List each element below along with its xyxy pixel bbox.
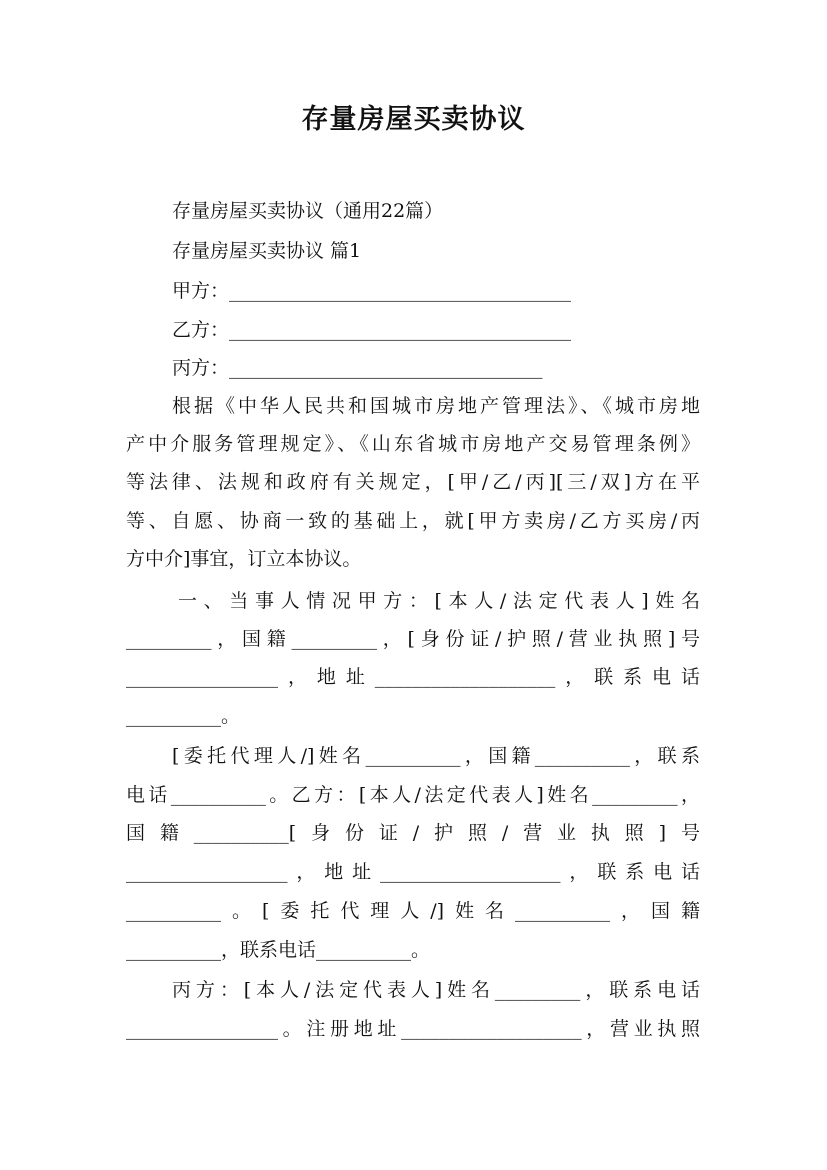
paragraph-line: 国籍__________[身份证/护照/营业执照]号 bbox=[126, 822, 700, 844]
document-title: 存量房屋买卖协议 bbox=[301, 104, 526, 135]
paragraph-line: 等法律、法规和政府有关规定，[甲/乙/丙][三/双]方在平 bbox=[126, 471, 700, 493]
paragraph-line: __________。[委托代理人/]姓名__________，国籍 bbox=[126, 900, 700, 922]
paragraph-line: 方中介]事宜，订立本协议。 bbox=[126, 548, 362, 570]
paragraph-line: 产中介服务管理规定》、《山东省城市房地产交易管理条例》 bbox=[126, 433, 700, 455]
paragraph-line: ________________，地址___________________，联系电话 bbox=[126, 666, 700, 688]
paragraph-line: 电话__________。乙方：[本人/法定代表人]姓名_________， bbox=[126, 784, 700, 806]
paragraph-line: 等、自愿、协商一致的基础上，就[甲方卖房/乙方买房/丙 bbox=[126, 510, 700, 532]
paragraph-line: __________。 bbox=[126, 705, 241, 727]
paragraph-line: 根据《中华人民共和国城市房地产管理法》、《城市房地 bbox=[172, 395, 700, 417]
party-c-line: 丙方：_________________________________ bbox=[172, 357, 543, 379]
paragraph-line: __________，联系电话__________。 bbox=[126, 939, 431, 961]
paragraph-line: ________________。注册地址___________________，营业执照 bbox=[126, 1018, 700, 1040]
subtitle-line: 存量房屋买卖协议（通用22篇） bbox=[172, 200, 444, 222]
paragraph-line: 一、当事人情况甲方：[本人/法定代表人]姓名 bbox=[178, 590, 700, 612]
paragraph-line: [委托代理人/]姓名__________，国籍__________，联系 bbox=[172, 745, 700, 767]
paragraph-line: _________，国籍_________，[身份证/护照/营业执照]号 bbox=[126, 628, 700, 650]
section-heading: 存量房屋买卖协议 篇1 bbox=[172, 240, 362, 262]
party-a-line: 甲方：____________________________________ bbox=[172, 280, 572, 302]
party-b-line: 乙方：____________________________________ bbox=[172, 319, 572, 341]
paragraph-line: _________________，地址___________________，联系电话 bbox=[126, 861, 700, 883]
paragraph-line: 丙方：[本人/法定代表人]姓名_________，联系电话 bbox=[172, 979, 700, 1001]
